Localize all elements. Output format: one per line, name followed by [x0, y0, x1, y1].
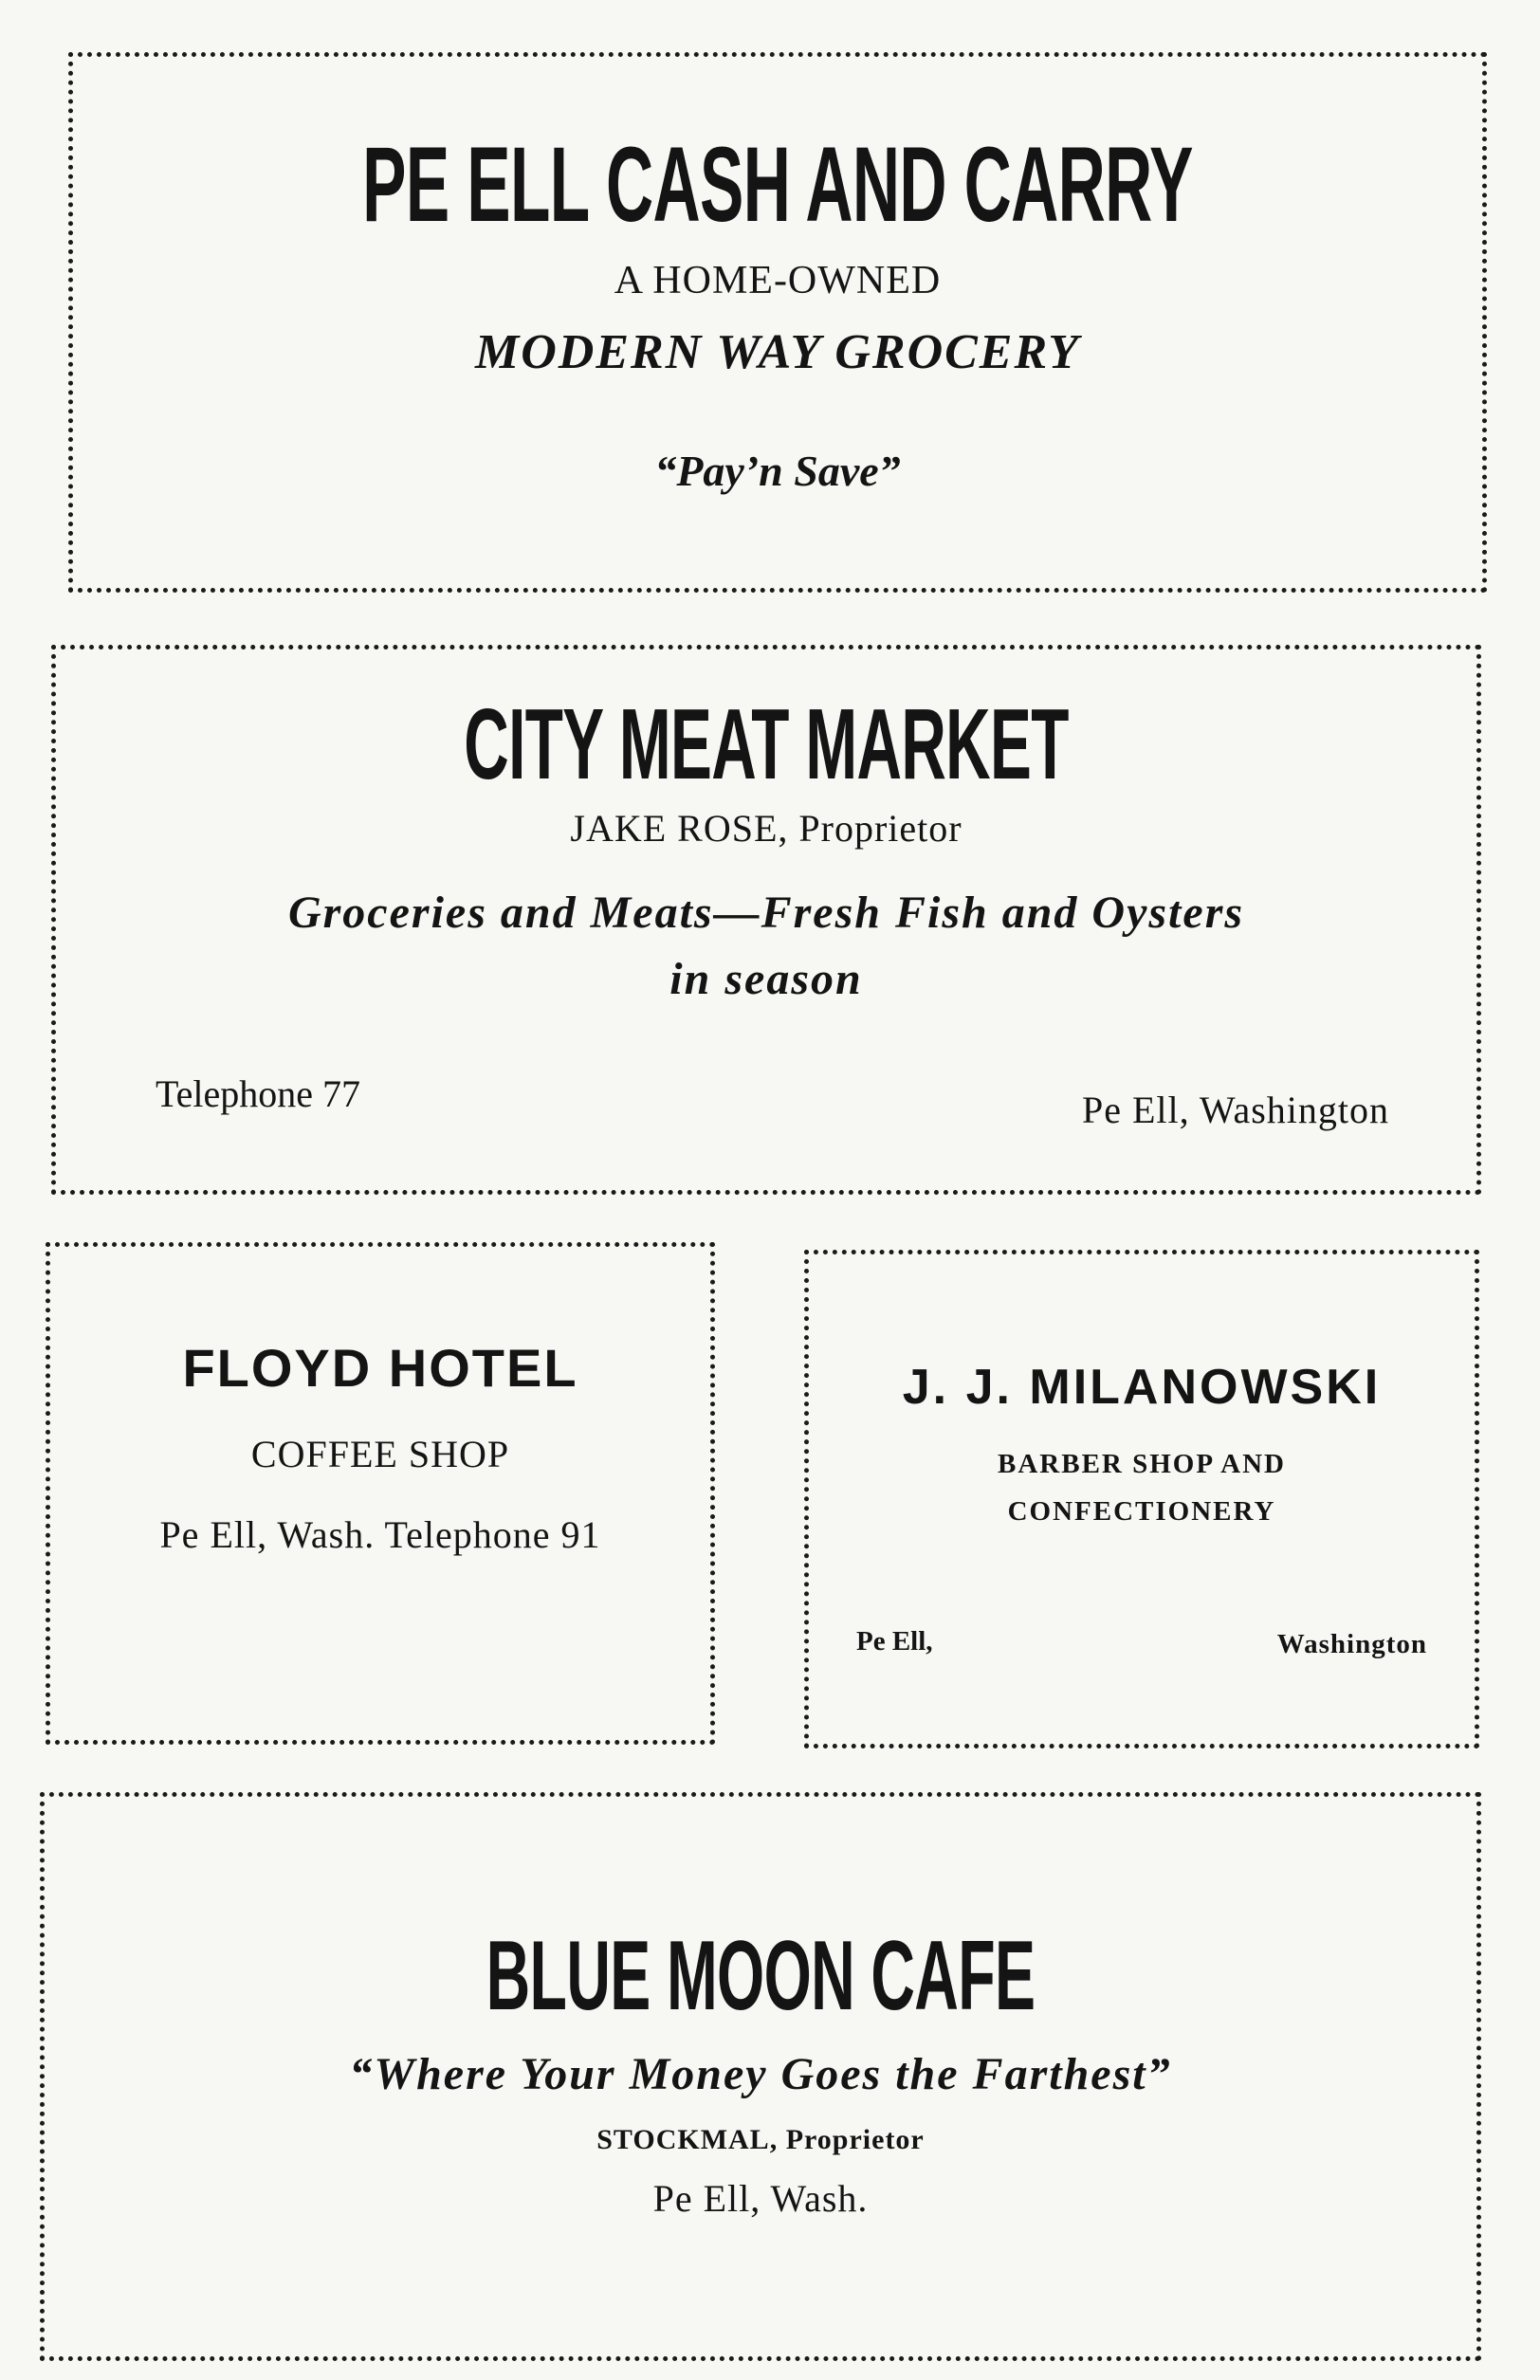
ad-description: Groceries and Meats—Fresh Fish and Oysters: [287, 888, 1245, 938]
ad-city: Pe Ell,: [856, 1626, 933, 1657]
ad-location: Pe Ell, Wash.: [652, 2177, 869, 2220]
ad-pe-ell-cash-and-carry: [68, 52, 1487, 593]
ad-description-continued: in season: [669, 954, 863, 1004]
ad-city-meat-market: [51, 645, 1481, 1195]
ad-slogan: “Pay’n Save”: [654, 447, 901, 495]
ad-j-j-milanowski: [804, 1250, 1479, 1748]
ad-title: CITY MEAT MARKET: [464, 688, 1069, 800]
ad-slogan: “Where Your Money Goes the Farthest”: [349, 2049, 1172, 2099]
ad-state: Washington: [1276, 1629, 1427, 1659]
ad-title: BLUE MOON CAFE: [486, 1921, 1036, 2031]
ad-subtitle-continued: CONFECTIONERY: [1007, 1496, 1276, 1527]
ad-floyd-hotel: [46, 1242, 715, 1745]
ad-tagline: MODERN WAY GROCERY: [474, 325, 1080, 379]
ad-subtitle: COFFEE SHOP: [250, 1433, 510, 1475]
ad-blue-moon-cafe: [40, 1792, 1481, 2361]
ad-title: PE ELL CASH AND CARRY: [362, 125, 1193, 244]
ad-telephone: Telephone 77: [156, 1072, 361, 1115]
ad-proprietor: JAKE ROSE, Proprietor: [570, 807, 962, 850]
ad-proprietor: STOCKMAL, Proprietor: [596, 2124, 925, 2155]
ad-subtitle: A HOME-OWNED: [614, 259, 942, 302]
ad-location: Pe Ell, Washington: [1081, 1089, 1389, 1131]
ad-subtitle: BARBER SHOP AND: [998, 1449, 1286, 1479]
ad-location-telephone: Pe Ell, Wash. Telephone 91: [159, 1513, 601, 1556]
ad-title: J. J. MILANOWSKI: [902, 1360, 1382, 1415]
ad-title: FLOYD HOTEL: [182, 1338, 578, 1398]
